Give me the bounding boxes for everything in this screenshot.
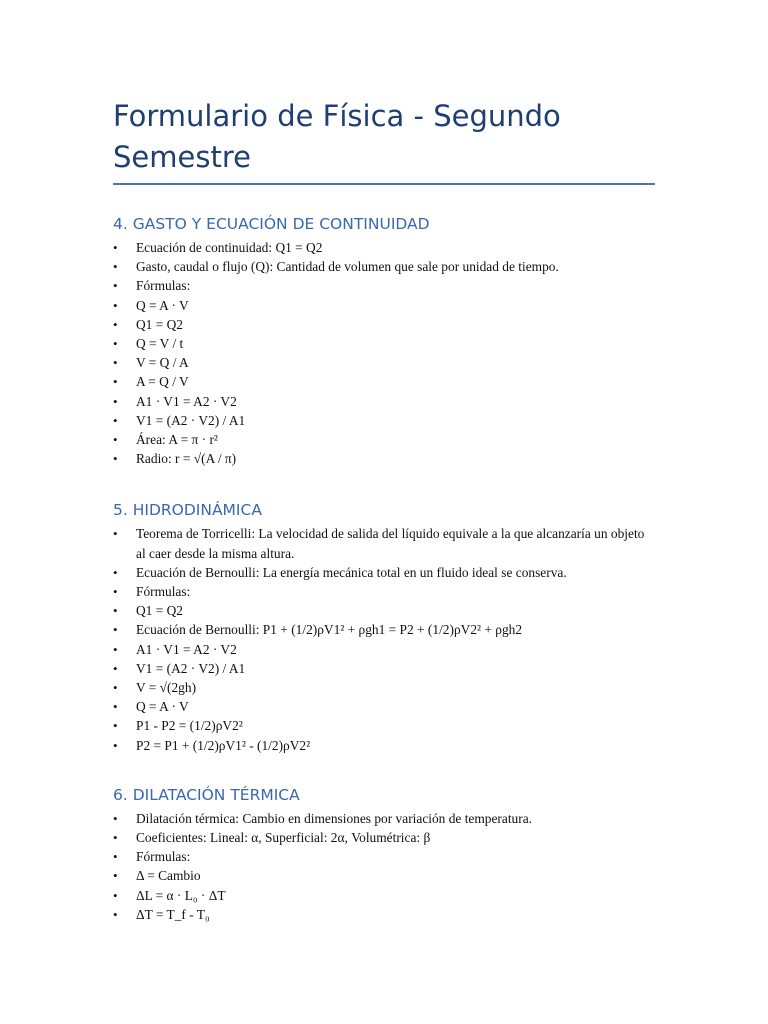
bullet-icon: •: [113, 718, 118, 734]
bullet-icon: •: [113, 868, 118, 884]
document-page: [113, 96, 655, 924]
list-item: [113, 449, 655, 468]
list-item: [113, 678, 655, 697]
list-item-text: Ecuación de Bernoulli: P1 + (1/2)ρV1² + ρgh1 = P2 + (1/2)ρV2² + ρgh2: [136, 622, 523, 638]
bullet-icon: •: [113, 906, 118, 922]
bullet-icon: •: [113, 259, 118, 275]
list-item-text: Coeficientes: Lineal: α, Superficial: 2α, Volumétrica: β: [136, 830, 431, 846]
list-item: [113, 372, 655, 391]
list-item-text: Fórmulas:: [136, 584, 191, 600]
list-item: [113, 809, 655, 828]
list-item: [113, 905, 655, 924]
list-item-text: Fórmulas:: [136, 278, 191, 294]
list-item-text: Radio: r = √(A / π): [136, 451, 237, 467]
bullet-icon: •: [113, 393, 118, 409]
bullet-icon: •: [113, 584, 118, 600]
document-title: Formulario de Física - Segundo Semestre: [113, 96, 655, 185]
bullet-icon: •: [113, 374, 118, 390]
list-item: [113, 257, 655, 276]
list-item-text: A1 · V1 = A2 · V2: [136, 641, 237, 657]
list-item-text: P2 = P1 + (1/2)ρV1² - (1/2)ρV2²: [136, 737, 311, 753]
list-item: [113, 828, 655, 847]
list-item-text: Δ = Cambio: [136, 868, 201, 884]
bullet-icon: •: [113, 526, 118, 542]
list-item: [113, 296, 655, 315]
list-item: [113, 716, 655, 735]
list-item-text: Ecuación de continuidad: Q1 = Q2: [136, 240, 323, 255]
list-item: [113, 334, 655, 353]
list-item-text: Área: A = π · r²: [136, 432, 218, 448]
list-item-text: Q = V / t: [136, 336, 184, 352]
bullet-icon: •: [113, 887, 118, 903]
list-item-text: Q = A · V: [136, 297, 189, 313]
bullet-icon: •: [113, 680, 118, 696]
list-item-text: ΔT = T_f - T₀: [136, 906, 210, 922]
list-item-text: Fórmulas:: [136, 849, 191, 865]
list-item-text: V1 = (A2 · V2) / A1: [136, 412, 246, 428]
list-item: [113, 411, 655, 430]
list-item: [113, 847, 655, 866]
bullet-icon: •: [113, 451, 118, 467]
list-item-text: A1 · V1 = A2 · V2: [136, 393, 237, 409]
list-item-text: V = √(2gh): [136, 680, 197, 696]
bullet-icon: •: [113, 699, 118, 715]
bullet-list: [113, 238, 655, 468]
section-dilatacion-termica: [113, 785, 655, 924]
bullet-icon: •: [113, 810, 118, 826]
list-item-text: Dilatación térmica: Cambio en dimensiones por variación de temperatura.: [136, 810, 532, 826]
bullet-list: [113, 809, 655, 924]
bullet-icon: •: [113, 737, 118, 753]
list-item-text: Q1 = Q2: [136, 316, 183, 332]
bullet-icon: •: [113, 622, 118, 638]
list-item-text: V = Q / A: [136, 355, 189, 371]
list-item: [113, 582, 655, 601]
section-heading: 4. GASTO Y ECUACIÓN DE CONTINUIDAD: [113, 215, 430, 233]
list-item-text: P1 - P2 = (1/2)ρV2²: [136, 718, 243, 734]
list-item: [113, 238, 655, 257]
list-item: [113, 866, 655, 885]
section-gasto-continuidad: [113, 214, 655, 468]
bullet-icon: •: [113, 830, 118, 846]
bullet-icon: •: [113, 240, 118, 255]
section-hidrodinamica: [113, 500, 655, 754]
bullet-icon: •: [113, 316, 118, 332]
section-heading: 5. HIDRODINÁMICA: [113, 501, 262, 520]
bullet-icon: •: [113, 849, 118, 865]
list-item: [113, 392, 655, 411]
bullet-list: [113, 524, 655, 754]
list-item-text: ΔL = α · L₀ · ΔT: [136, 887, 226, 903]
list-item: [113, 620, 655, 639]
bullet-icon: •: [113, 355, 118, 371]
list-item: [113, 524, 655, 562]
list-item-text: Q = A · V: [136, 699, 189, 715]
bullet-icon: •: [113, 564, 118, 580]
list-item: [113, 430, 655, 449]
list-item-text: Ecuación de Bernoulli: La energía mecánica total en un fluido ideal se conserva.: [136, 564, 567, 580]
list-item-text: A = Q / V: [136, 374, 189, 390]
list-item-text: Q1 = Q2: [136, 603, 183, 619]
list-item: [113, 563, 655, 582]
list-item-text: Teorema de Torricelli: La velocidad de salida del líquido equivale a la que alcanzaría un objeto al caer desde la misma altura.: [136, 526, 645, 561]
list-item: [113, 697, 655, 716]
section-heading: 6. DILATACIÓN TÉRMICA: [113, 785, 300, 804]
list-item: [113, 736, 655, 755]
bullet-icon: •: [113, 297, 118, 313]
list-item: [113, 601, 655, 620]
list-item: [113, 640, 655, 659]
list-item: [113, 315, 655, 334]
bullet-icon: •: [113, 641, 118, 657]
bullet-icon: •: [113, 603, 118, 619]
list-item: [113, 659, 655, 678]
list-item: [113, 886, 655, 905]
bullet-icon: •: [113, 432, 118, 448]
list-item: [113, 276, 655, 295]
bullet-icon: •: [113, 660, 118, 676]
bullet-icon: •: [113, 412, 118, 428]
list-item-text: Gasto, caudal o flujo (Q): Cantidad de volumen que sale por unidad de tiempo.: [136, 259, 559, 275]
bullet-icon: •: [113, 336, 118, 352]
list-item: [113, 353, 655, 372]
bullet-icon: •: [113, 278, 118, 294]
list-item-text: V1 = (A2 · V2) / A1: [136, 660, 246, 676]
